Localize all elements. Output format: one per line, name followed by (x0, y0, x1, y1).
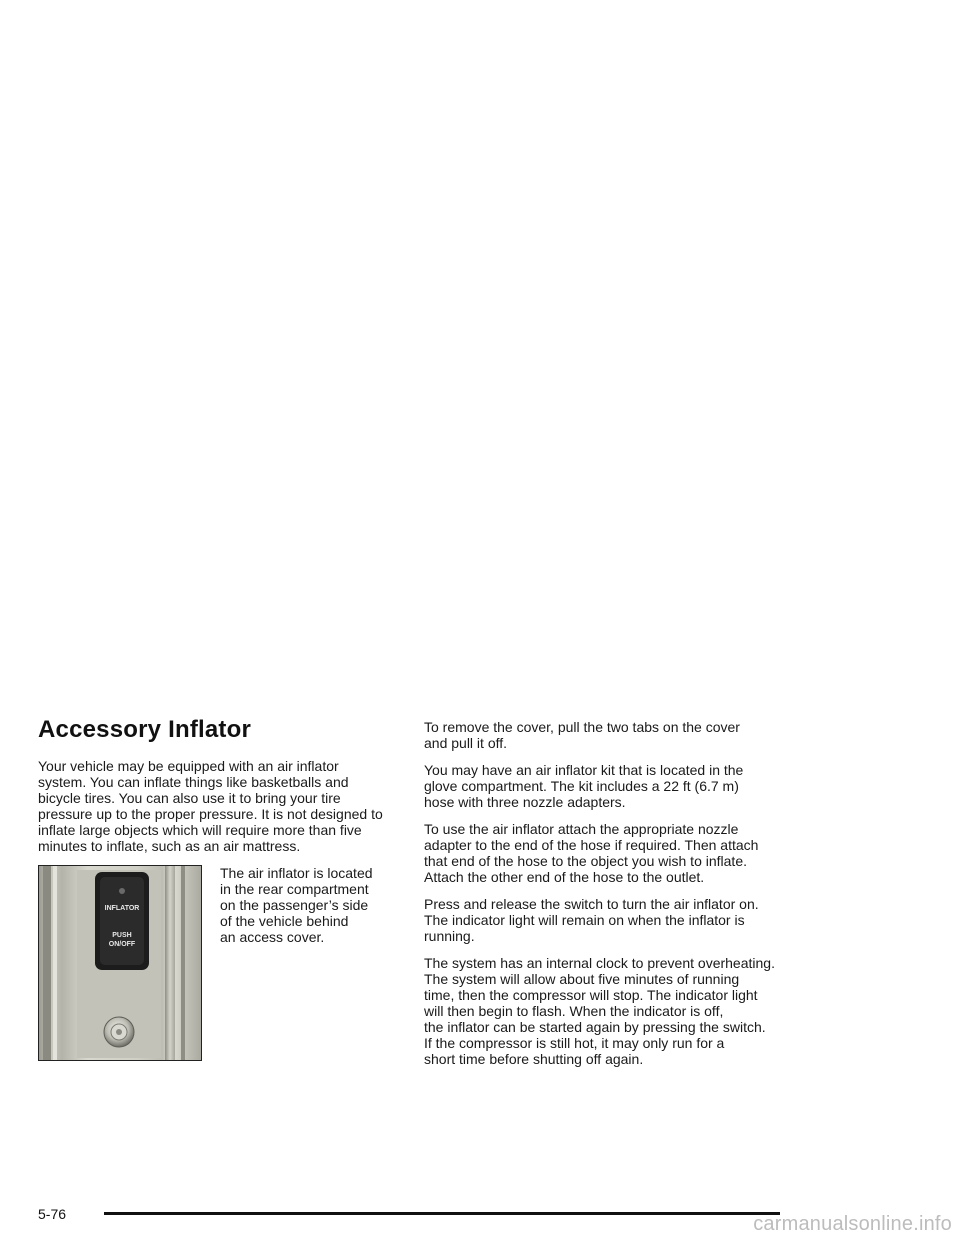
paragraph-switch: Press and release the switch to turn the air inflator on. The indicator light will remain on when the inflator is running. (424, 896, 759, 944)
inflator-illustration (39, 866, 202, 1061)
page-number: 5-76 (38, 1206, 67, 1222)
paragraph-remove-cover: To remove the cover, pull the two tabs on the cover and pull it off. (424, 719, 740, 751)
watermark: carmanualsonline.info (753, 1213, 952, 1235)
switch-label-top: INFLATOR (104, 905, 140, 912)
inflator-photo (38, 865, 202, 1061)
figure-caption-text: The air inflator is located in the rear compartment on the passenger’s side of the vehicle behind an access cover. (220, 865, 373, 945)
paragraph-kit: You may have an air inflator kit that is located in the glove compartment. The kit includes a 22 ft (6.7 m) hose with three nozzle adapters. (424, 762, 744, 810)
footer-rule (104, 1212, 780, 1215)
paragraph-usage: To use the air inflator attach the appropriate nozzle adapter to the end of the hose if required. Then attach that end of the hose to the object you wish to inflate. Attach the other end of the hose to the outlet. (424, 821, 759, 885)
section-title: Accessory Inflator (38, 716, 252, 743)
switch-label-push: PUSH (112, 932, 132, 939)
paragraph-overheating: The system has an internal clock to prevent overheating. The system will allow about five minutes of running time, then the compressor will stop. The indicator light will then begin to flash. When the indicator is off, the inflator can be started again by pressing the switch. If the compressor is still hot, it may only run for a short time before shutting off again. (424, 955, 775, 1067)
figure-row (38, 865, 398, 1065)
switch-label-onoff: ON/OFF (108, 941, 136, 948)
left-column (38, 716, 398, 1065)
figure-caption (220, 865, 400, 945)
right-column (424, 719, 796, 1078)
intro-paragraph: Your vehicle may be equipped with an air inflator system. You can inflate things like basketballs and bicycle tires. You can also use it to bring your tire pressure up to the proper pressure. It is not designed to inflate large objects which will require more than five minutes to inflate, such as an air mattress. (38, 758, 383, 854)
